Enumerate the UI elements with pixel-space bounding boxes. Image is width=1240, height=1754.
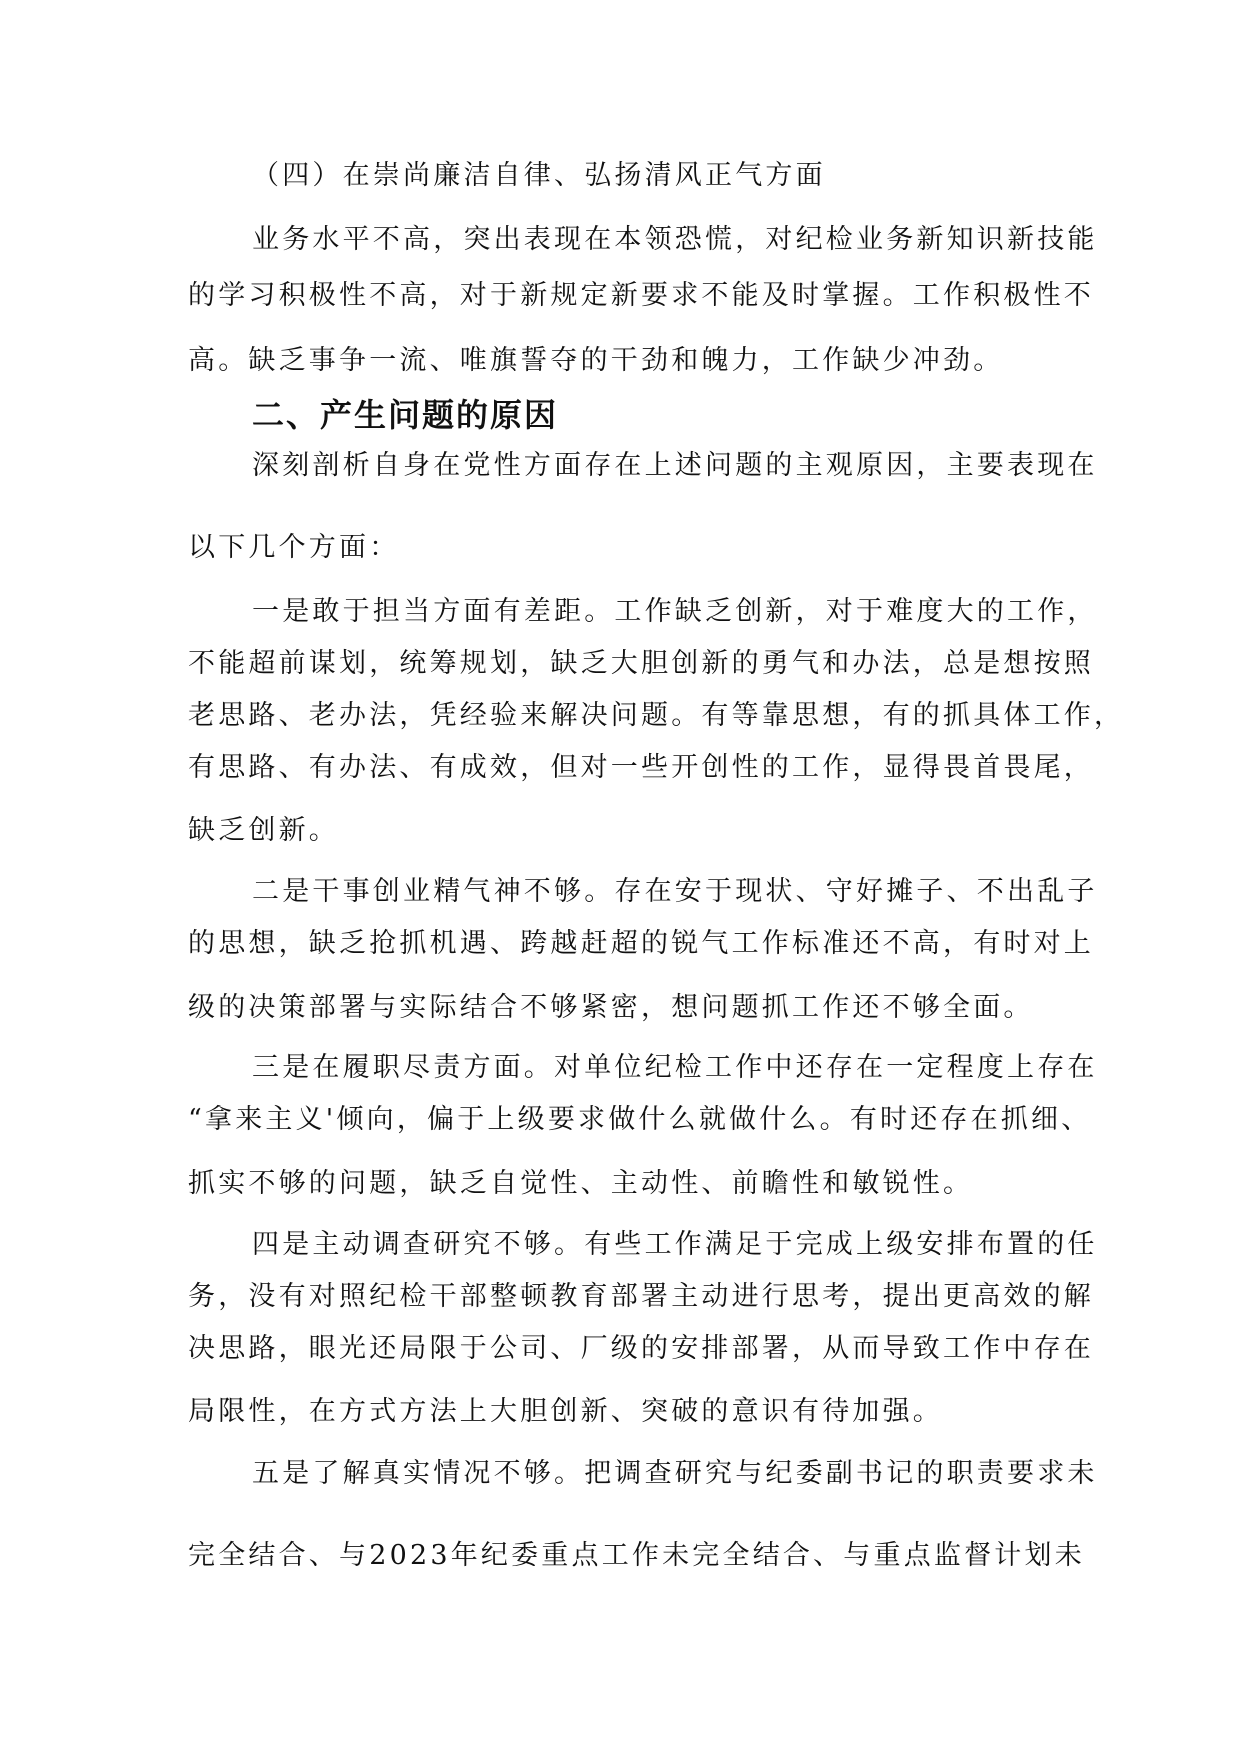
paragraph-line: 四是主动调查研究不够。有些工作满足于完成上级安排布置的任: [252, 1229, 1098, 1260]
paragraph-line: 不能超前谋划，统筹规划，缺乏大胆创新的勇气和办法，总是想按照: [188, 648, 1094, 679]
paragraph-line: 五是了解真实情况不够。把调查研究与纪委副书记的职责要求未: [252, 1458, 1098, 1489]
paragraph-line: 深刻剖析自身在党性方面存在上述问题的主观原因，主要表现在: [252, 450, 1098, 481]
section-heading: 二、产生问题的原因: [252, 396, 559, 434]
paragraph-line: 决思路，眼光还局限于公司、厂级的安排部署，从而导致工作中存在: [188, 1333, 1094, 1364]
paragraph-line: 的学习积极性不高，对于新规定新要求不能及时掌握。工作积极性不: [188, 280, 1094, 311]
paragraph-line: 以下几个方面：: [188, 532, 400, 563]
subsection-heading: （四）在崇尚廉洁自律、弘扬清风正气方面: [252, 160, 826, 191]
paragraph-line: “拿来主义'倾向，偏于上级要求做什么就做什么。有时还存在抓细、: [188, 1104, 1092, 1135]
paragraph-line: 二是干事创业精气神不够。存在安于现状、守好摊子、不出乱子: [252, 876, 1098, 907]
paragraph-line: 三是在履职尽责方面。对单位纪检工作中还存在一定程度上存在: [252, 1052, 1098, 1083]
paragraph-line: 务，没有对照纪检干部整顿教育部署主动进行思考，提出更高效的解: [188, 1281, 1094, 1312]
paragraph-line: 级的决策部署与实际结合不够紧密，想问题抓工作还不够全面。: [188, 992, 1034, 1023]
paragraph-line: 抓实不够的问题，缺乏自觉性、主动性、前瞻性和敏锐性。: [188, 1168, 974, 1199]
paragraph-line: 一是敢于担当方面有差距。工作缺乏创新，对于难度大的工作，: [252, 596, 1098, 627]
paragraph-line: 老思路、老办法，凭经验来解决问题。有等靠思想，有的抓具体工作，: [188, 700, 1125, 731]
paragraph-line: 有思路、有办法、有成效，但对一些开创性的工作，显得畏首畏尾，: [188, 752, 1094, 783]
paragraph-line: 业务水平不高，突出表现在本领恐慌，对纪检业务新知识新技能: [252, 224, 1098, 255]
paragraph-line: 局限性，在方式方法上大胆创新、突破的意识有待加强。: [188, 1396, 943, 1427]
paragraph-line: 高。缺乏事争一流、唯旗誓夺的干劲和魄力，工作缺少冲劲。: [188, 345, 1004, 376]
paragraph-line: 完全结合、与2023年纪委重点工作未完全结合、与重点监督计划未: [188, 1540, 1085, 1571]
paragraph-line: 缺乏创新。: [188, 815, 339, 846]
paragraph-line: 的思想，缺乏抢抓机遇、跨越赶超的锐气工作标准还不高，有时对上: [188, 928, 1094, 959]
